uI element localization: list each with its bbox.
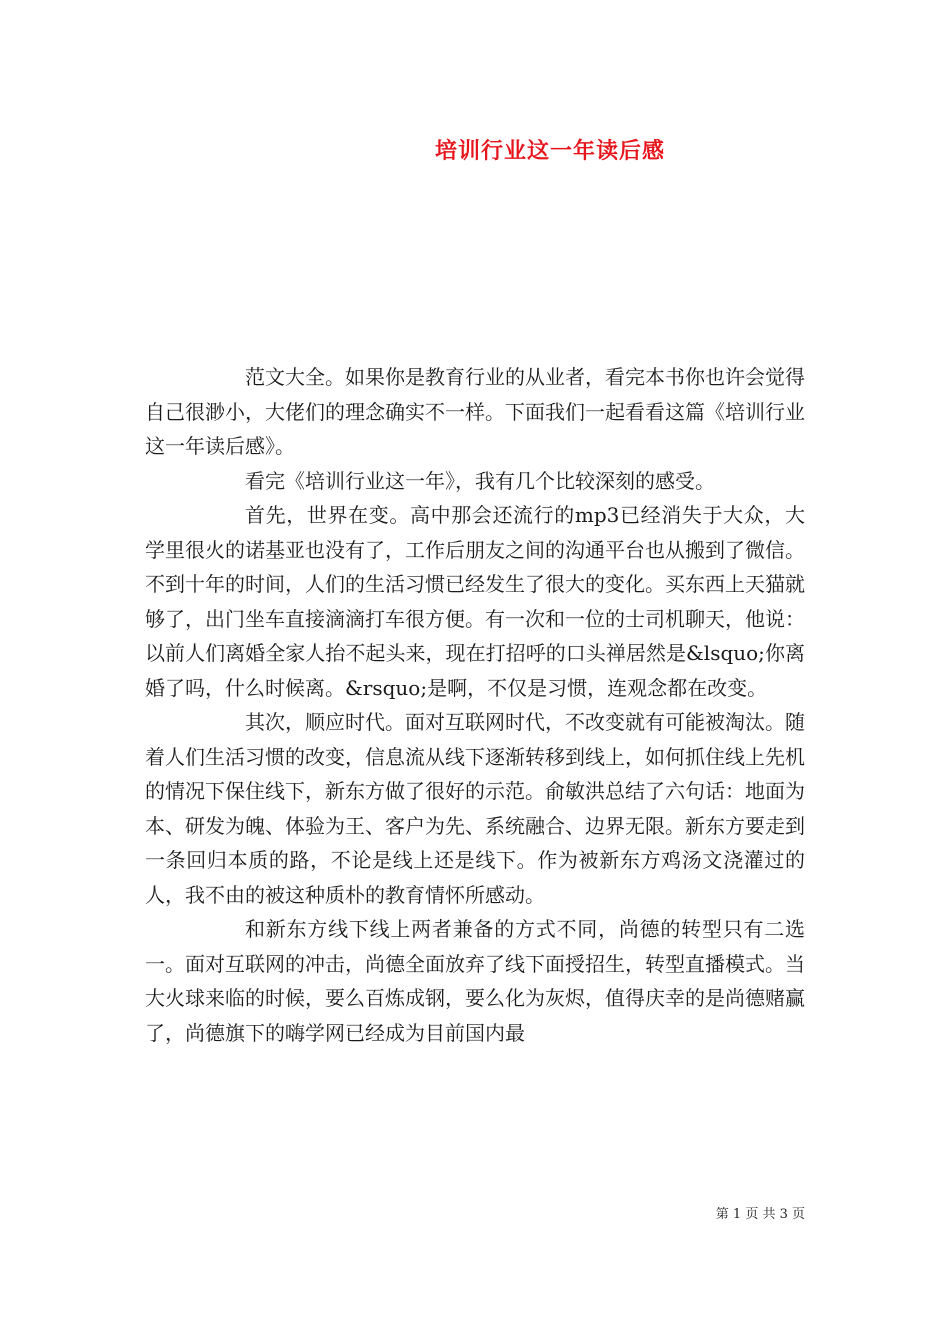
document-body (145, 360, 805, 1050)
page-number-footer: 第 1 页 共 3 页 (715, 1207, 805, 1222)
paragraph-second-point: 其次，顺应时代。面对互联网时代，不改变就有可能被淘汰。随着人们生活习惯的改变，信息流从线下逐渐转移到线上，如何抓住线上先机的情况下保住线下，新东方做了很好的示范。俞敏洪总结了六句话：地面为本、研发为魄、体验为王、客户为先、系统融合、边界无限。新东方要走到一条回归本质的路，不论是线上还是线下。作为被新东方鸡汤文浇灌过的人，我不由的被这种质朴的教育情怀所感动。 (145, 710, 805, 907)
paragraph-summary: 看完《培训行业这一年》，我有几个比较深刻的感受。 (245, 468, 715, 493)
paragraph-first-point: 首先，世界在变。高中那会还流行的mp3已经消失于大众，大学里很火的诺基亚也没有了，工作后朋友之间的沟通平台也从搬到了微信。不到十年的时间，人们的生活习惯已经发生了很大的变化。买东西上天猫就够了，出门坐车直接滴滴打车很方便。有一次和一位的士司机聊天，他说：以前人们离婚全家人抬不起头来，现在打招呼的口头禅居然是&lsquo;你离婚了吗，什么时候离。&rsquo;是啊，不仅是习惯，连观念都在改变。 (145, 503, 805, 700)
paragraph-comparison: 和新东方线下线上两者兼备的方式不同，尚德的转型只有二选一。面对互联网的冲击，尚德全面放弃了线下面授招生，转型直播模式。当大火球来临的时候，要么百炼成钢，要么化为灰烬，值得庆幸的是尚德赌赢了，尚德旗下的嗨学网已经成为目前国内最 (145, 917, 805, 1045)
paragraph-intro: 范文大全。如果你是教育行业的从业者，看完本书你也许会觉得自己很渺小，大佬们的理念确实不一样。下面我们一起看看这篇《培训行业这一年读后感》。 (145, 365, 805, 458)
document-title: 培训行业这一年读后感 (434, 138, 665, 164)
